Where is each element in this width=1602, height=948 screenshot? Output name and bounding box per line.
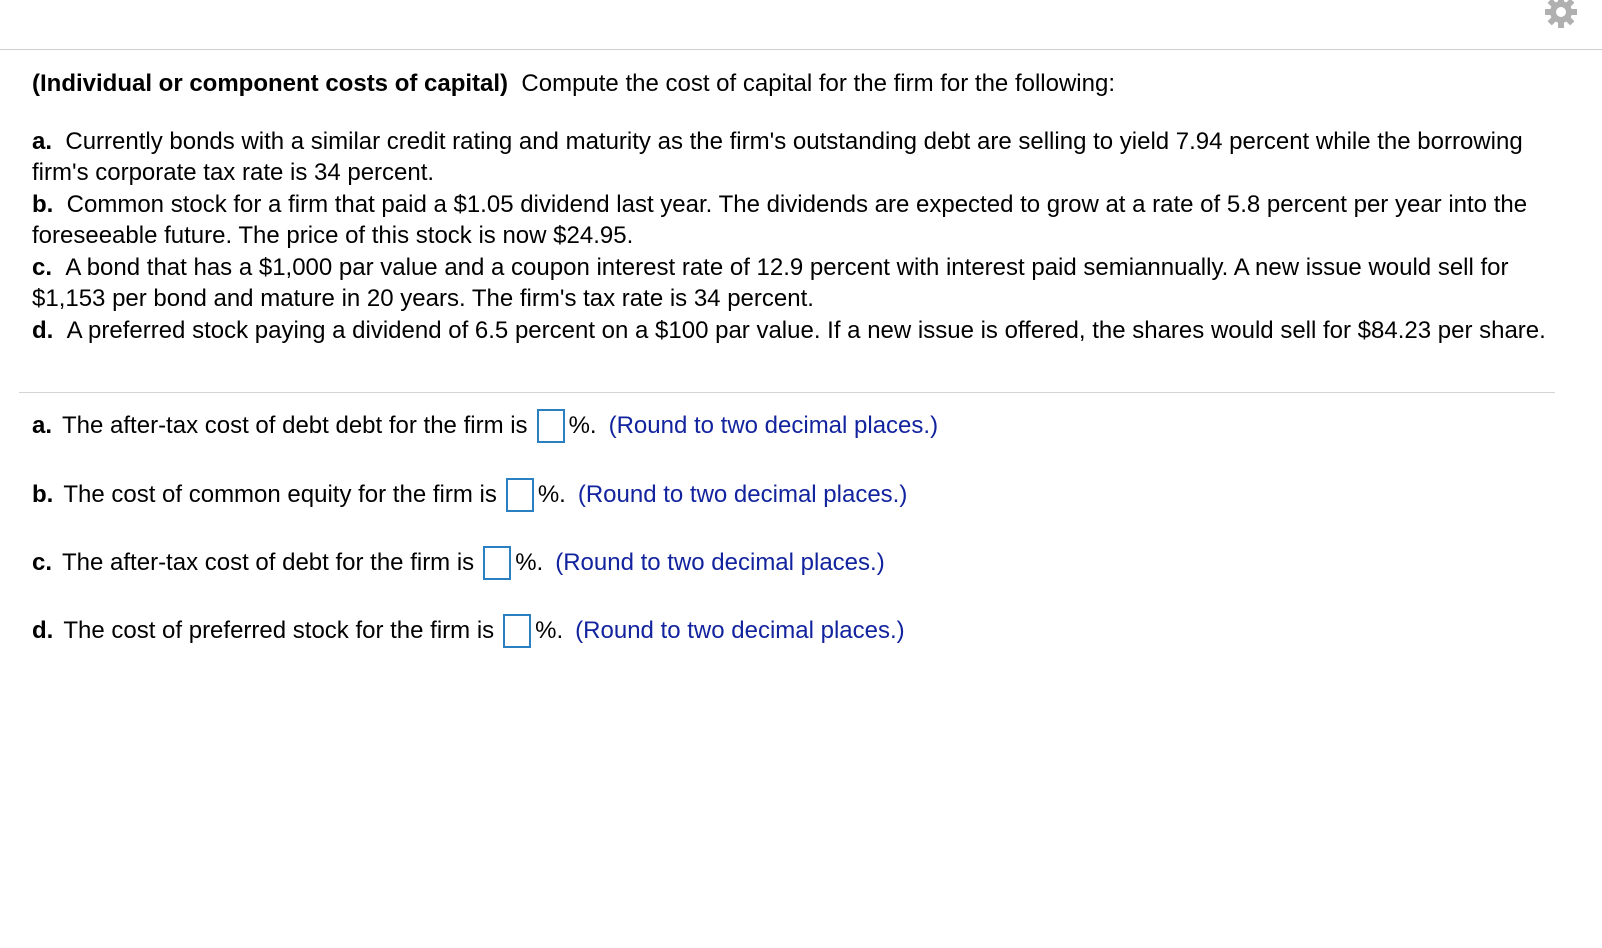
answer-row-d [32, 614, 905, 648]
cost-of-common-equity-input[interactable] [506, 478, 534, 512]
rounding-hint: (Round to two decimal places.) [577, 481, 908, 508]
percent-suffix: %. [535, 617, 564, 644]
part-letter: d. [32, 316, 54, 344]
problem-statement [32, 68, 1562, 346]
rounding-hint: (Round to two decimal places.) [555, 549, 885, 576]
part-text: Common stock for a firm that paid a $1.05 dividend last year. The dividends are expected to grow at a rate of 5.8 percent per year into the foreseeable future. The price of this stock is now $24.95. [32, 190, 1528, 249]
problem-part-a [32, 126, 1562, 189]
answer-prompt: The after-tax cost of debt debt for the firm is [62, 412, 528, 439]
top-bar [0, 0, 1602, 50]
percent-suffix: %. [537, 481, 566, 508]
problem-instruction: Compute the cost of capital for the firm for the following: [521, 70, 1116, 97]
problem-heading [32, 68, 1562, 100]
part-letter: c. [32, 253, 53, 281]
answer-row-a [32, 409, 938, 443]
after-tax-cost-of-debt-c-input[interactable] [483, 546, 511, 580]
problem-part-c [32, 252, 1562, 315]
problem-part-d [32, 315, 1562, 347]
gear-icon[interactable] [1543, 0, 1579, 30]
part-text: A bond that has a $1,000 par value and a coupon interest rate of 12.9 percent with interest paid semiannually. A new issue would sell for $1,153 per bond and mature in 20 years. The firm's tax rate is 34 percent. [32, 253, 1509, 312]
percent-suffix: %. [568, 412, 597, 439]
problem-title: (Individual or component costs of capital) [32, 70, 509, 97]
part-text: A preferred stock paying a dividend of 6.5 percent on a $100 par value. If a new issue is offered, the shares would sell for $84.23 per share. [66, 316, 1546, 344]
percent-suffix: %. [515, 549, 544, 576]
problem-part-b [32, 189, 1562, 252]
rounding-hint: (Round to two decimal places.) [575, 617, 905, 644]
answer-letter: c. [32, 549, 53, 576]
rounding-hint: (Round to two decimal places.) [608, 412, 939, 439]
answer-prompt: The cost of preferred stock for the firm is [63, 617, 495, 644]
answer-prompt: The cost of common equity for the firm is [63, 481, 497, 508]
answer-letter: a. [32, 412, 53, 439]
part-letter: a. [32, 127, 53, 155]
answer-row-b [32, 478, 907, 512]
cost-of-preferred-stock-input[interactable] [503, 614, 531, 648]
part-text: Currently bonds with a similar credit rating and maturity as the firm's outstanding debt are selling to yield 7.94 percent while the borrowing firm's corporate tax rate is 34 percent. [32, 127, 1523, 186]
part-letter: b. [32, 190, 54, 218]
answer-letter: d. [32, 617, 54, 644]
answer-row-c [32, 546, 885, 580]
after-tax-cost-of-debt-a-input[interactable] [537, 409, 565, 443]
section-divider [19, 392, 1555, 393]
answer-letter: b. [32, 481, 54, 508]
answer-prompt: The after-tax cost of debt for the firm is [62, 549, 475, 576]
